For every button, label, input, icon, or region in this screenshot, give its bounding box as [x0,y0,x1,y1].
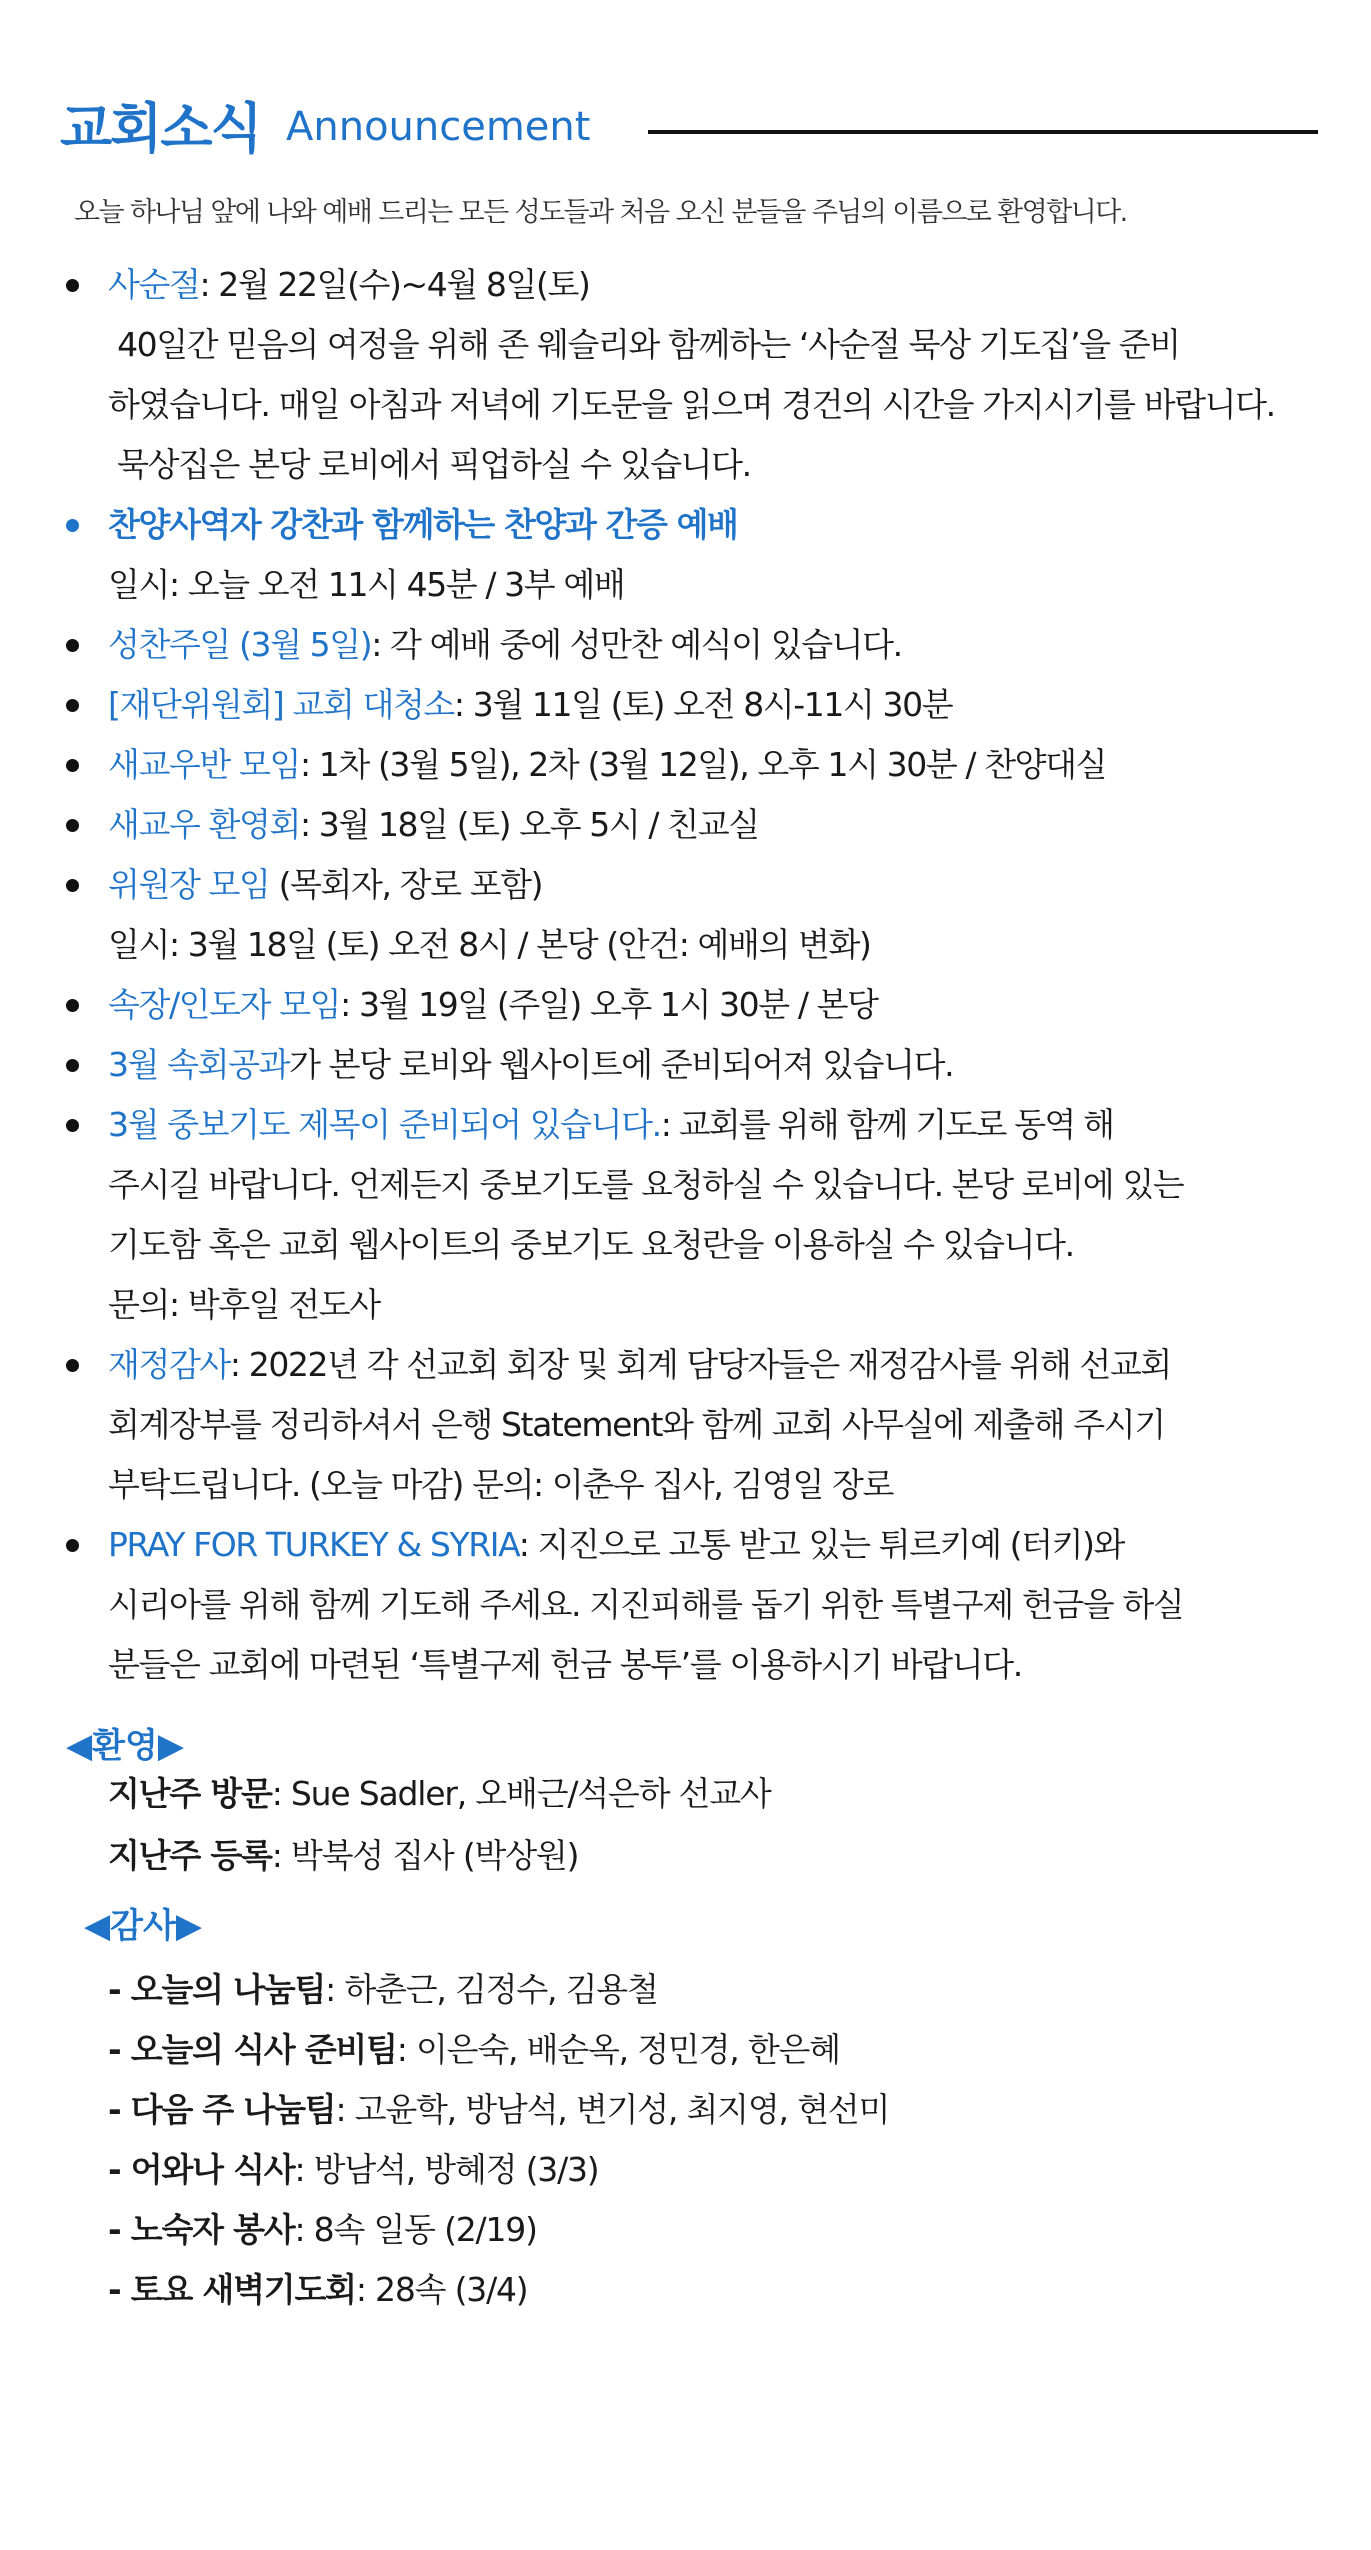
item-line: 회계장부를 정리하셔서 은행 Statement와 함께 교회 사무실에 제출해 주시기 [108,1405,1165,1444]
item-line: 분들은 교회에 마련된 ‘특별구제 헌금 봉투’를 이용하시기 바랍니다. [108,1645,1022,1684]
welcome-reg-label: 지난주 등록 [108,1836,272,1875]
thanks-value: : 하춘근, 김정수, 김용철 [325,1970,658,2009]
item-label: 새교우반 모임 [108,745,300,784]
welcome-reg-value: : 박북성 집사 (박상원) [271,1836,579,1875]
list-item [108,1960,889,2020]
item-line: 40일간 믿음의 여정을 위해 존 웨슬리와 함께하는 ‘사순절 묵상 기도집’을 준비 [108,325,1180,364]
item-label: 속장/인도자 모임 [108,985,341,1024]
list-item-newcomer-class [0,735,1308,795]
bullet-icon [66,1359,79,1372]
list-item-communion [0,615,1308,675]
item-text: 가 본당 로비와 웹사이트에 준비되어져 있습니다. [289,1045,954,1084]
bullet-icon [66,1119,79,1132]
item-text: : 3월 11일 (토) 오전 8시-11시 30분 [453,685,953,724]
item-label: PRAY FOR TURKEY & SYRIA [108,1525,519,1564]
item-label: 위원장 모임 [108,865,270,904]
bullet-icon [66,639,79,652]
item-label: 사순절 [108,265,200,304]
list-item [108,2200,889,2260]
list-item-cleaning [0,675,1308,735]
item-text: : 교회를 위해 함께 기도로 동역 해 [660,1105,1114,1144]
list-item-intercession [0,1095,1308,1335]
thanks-value: : 8속 일동 (2/19) [294,2210,537,2249]
list-item-pray-turkey-syria [0,1515,1308,1695]
thanks-value: : 이은숙, 배순옥, 정민경, 한은혜 [396,2030,840,2069]
thanks-label: - 오늘의 나눔팀 [108,1970,326,2009]
item-text: : 2022년 각 선교회 회장 및 회계 담당자들은 재정감사를 위해 선교회 [229,1345,1171,1384]
page-subtitle: Announcement [286,104,591,150]
thanks-label: - 노숙자 봉사 [108,2210,295,2249]
item-label: 3월 속회공과 [108,1045,290,1084]
bullet-icon [66,819,79,832]
item-text: : 3월 18일 (토) 오후 5시 / 친교실 [299,805,759,844]
thanks-value: : 고윤학, 방남석, 변기성, 최지영, 현선미 [335,2090,890,2129]
item-text: : 3월 19일 (주일) 오후 1시 30분 / 본당 [340,985,878,1024]
list-item [108,2260,889,2320]
item-text: : 2월 22일(수)~4월 8일(토) [199,265,590,304]
item-line: 일시: 오늘 오전 11시 45분 / 3부 예배 [108,565,625,604]
bullet-icon [66,1539,79,1552]
announcement-list [0,255,1371,1695]
page-header [60,86,1310,166]
thanks-value: : 방남석, 방혜정 (3/3) [294,2150,599,2189]
item-line: 기도함 혹은 교회 웹사이트의 중보기도 요청란을 이용하실 수 있습니다. [108,1225,1074,1264]
list-item [108,2140,889,2200]
item-text: (목회자, 장로 포함) [269,865,543,904]
item-line: 문의: 박후일 전도사 [108,1285,380,1324]
item-label: 새교우 환영회 [108,805,300,844]
thanks-label: - 토요 새벽기도회 [108,2270,356,2309]
bullet-icon [66,279,79,292]
list-item-lent [0,255,1308,495]
bullet-icon [66,759,79,772]
bullet-icon [66,519,79,532]
welcome-visitors [108,1768,771,1815]
bullet-icon [66,699,79,712]
welcome-visit-value: : Sue Sadler, 오배근/석은하 선교사 [271,1774,771,1813]
thanks-heading: ◀감사▶ [84,1906,202,1946]
list-item-worship [0,495,1308,615]
page-title: 교회소식 [60,97,261,160]
item-line: 하였습니다. 매일 아침과 저녁에 기도문을 읽으며 경건의 시간을 가지시기를 바랍니다. [108,385,1275,424]
item-label: 재정감사 [108,1345,230,1384]
list-item [108,2080,889,2140]
item-label: 3월 중보기도 제목이 준비되어 있습니다. [108,1105,661,1144]
list-item-welcome-party [0,795,1308,855]
thanks-value: : 28속 (3/4) [355,2270,528,2309]
item-label: 성찬주일 (3월 5일) [108,625,372,664]
item-line: 묵상집은 본당 로비에서 픽업하실 수 있습니다. [108,445,751,484]
thanks-label: - 오늘의 식사 준비팀 [108,2030,397,2069]
welcome-visit-label: 지난주 방문 [108,1774,272,1813]
bullet-icon [66,999,79,1012]
bullet-icon [66,879,79,892]
bullet-icon [66,1059,79,1072]
thanks-label: - 다음 주 나눔팀 [108,2090,336,2129]
list-item [108,2020,889,2080]
item-line: 시리아를 위해 함께 기도해 주세요. 지진피해를 돕기 위한 특별구제 헌금을 하실 [108,1585,1184,1624]
welcome-heading: ◀환영▶ [66,1726,184,1766]
item-line: 주시길 바랍니다. 언제든지 중보기도를 요청하실 수 있습니다. 본당 로비에 있는 [108,1165,1184,1204]
intro-text: 오늘 하나님 앞에 나와 예배 드리는 모든 성도들과 처음 오신 분들을 주님의 이름으로 환영합니다. [74,197,1127,228]
thanks-label: - 어와나 식사 [108,2150,295,2189]
item-text: : 각 예배 중에 성만찬 예식이 있습니다. [371,625,902,664]
list-item-class-leaders [0,975,1308,1035]
list-item-audit [0,1335,1308,1515]
item-label: 찬양사역자 강찬과 함께하는 찬양과 간증 예배 [108,505,738,544]
header-divider [648,130,1318,134]
list-item-committee [0,855,1308,975]
welcome-registration [108,1830,578,1877]
item-text: : 지진으로 고통 받고 있는 튀르키예 (터키)와 [518,1525,1125,1564]
item-line: 부탁드립니다. (오늘 마감) 문의: 이춘우 집사, 김영일 장로 [108,1465,893,1504]
item-line: 일시: 3월 18일 (토) 오전 8시 / 본당 (안건: 예배의 변화) [108,925,871,964]
thanks-list [108,1960,889,2320]
item-text: : 1차 (3월 5일), 2차 (3월 12일), 오후 1시 30분 / 찬양대실 [299,745,1107,784]
list-item-class-lesson [0,1035,1308,1095]
item-label: [재단위원회] 교회 대청소 [108,685,454,724]
